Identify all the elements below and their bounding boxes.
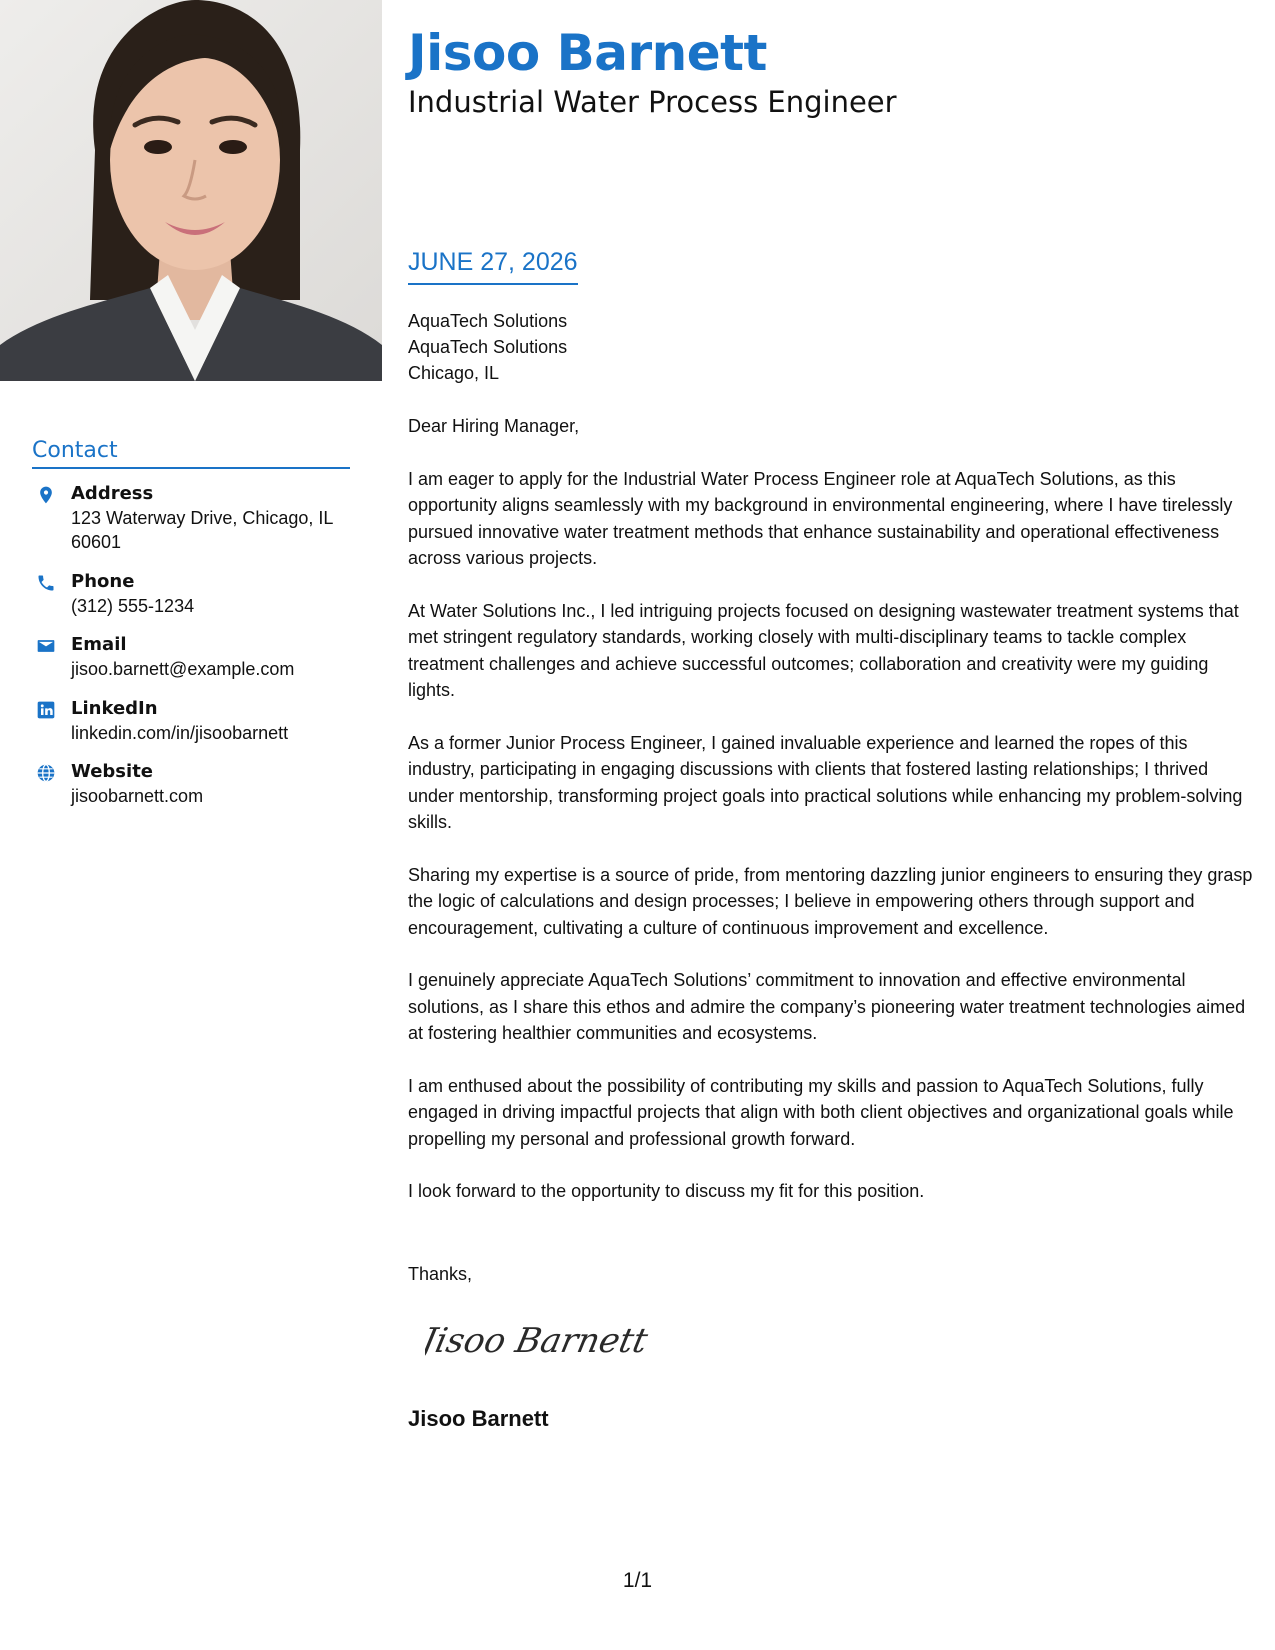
contact-label: Website (71, 761, 154, 782)
contact-website (32, 760, 352, 808)
contact-label: LinkedIn (71, 698, 158, 719)
letter-paragraph: I genuinely appreciate AquaTech Solutions’ commitment to innovation and effective environmental solutions, as I share this ethos and admire the company’s pioneering water treatment technologies aimed at fostering healthier communities and ecosystems. (408, 970, 1246, 1043)
letter-paragraph: As a former Junior Process Engineer, I gained invaluable experience and learned the ropes of this industry, participating in engaging discussions with clients that fostered lasting relationships; I thrived under mentorship, transforming project goals into practical solutions while enhancing my problem-solving skills. (408, 732, 1243, 832)
closing: Thanks, (408, 1264, 473, 1284)
contact-label: Email (71, 634, 127, 655)
portrait-illustration (0, 0, 382, 381)
contact-value: linkedin.com/in/jisoobarnett (71, 723, 289, 743)
letter-date: JUNE 27, 2026 (408, 247, 578, 285)
applicant-name: Jisoo Barnett (408, 24, 767, 82)
contact-heading: Contact (32, 437, 350, 469)
recipient-line: AquaTech Solutions (408, 311, 568, 331)
salutation: Dear Hiring Manager, (408, 416, 580, 436)
phone-icon (36, 573, 56, 593)
letter-paragraph: I am enthused about the possibility of contributing my skills and passion to AquaTech Solutions, fully engaged in driving impactful projects that align with both client objectives and organizational goals while propelling my personal and professional growth forward. (408, 1075, 1234, 1149)
contact-value: jisoobarnett.com (71, 786, 204, 806)
profile-photo (0, 0, 382, 381)
linkedin-icon (36, 700, 56, 720)
contact-value: jisoo.barnett@example.com (71, 659, 295, 679)
email-icon (36, 636, 56, 656)
page-number: 1/1 (622, 1569, 653, 1592)
contact-value: 123 Waterway Drive, Chicago, IL 60601 (71, 508, 333, 552)
contact-phone (32, 570, 352, 618)
recipient-line: Chicago, IL (408, 363, 500, 383)
contact-address (32, 482, 352, 554)
handwritten-signature (425, 1310, 655, 1375)
signature-glyphs: Jisoo Barnett (425, 1321, 652, 1361)
letter-paragraph: At Water Solutions Inc., I led intriguing projects focused on designing wastewater treatment systems that met stringent regulatory standards, working closely with multi-disciplinary teams to tackle complex treatment challenges and achieve successful outcomes; collaboration and creativity were my guiding lights. (408, 600, 1239, 700)
letter-paragraph: I am eager to apply for the Industrial Water Process Engineer role at AquaTech Solutions, as this opportunity aligns seamlessly with my background in environmental engineering, where I have tirelessly pursued innovative water treatment methods that enhance sustainability and operational effectiveness across various projects. (408, 468, 1233, 568)
letter-paragraph: Sharing my expertise is a source of pride, from mentoring dazzling junior engineers to ensuring they grasp the logic of calculations and design processes; I believe in empowering others through support and encouragement, cultivating a culture of continuous improvement and excellence. (408, 864, 1253, 938)
letter-body (408, 413, 1253, 1231)
letter-paragraph: I look forward to the opportunity to discuss my fit for this position. (408, 1181, 925, 1201)
contact-linkedin (32, 697, 352, 745)
map-pin-icon (36, 485, 56, 505)
job-title: Industrial Water Process Engineer (408, 85, 897, 119)
contact-value: (312) 555-1234 (71, 596, 195, 616)
recipient-block (408, 308, 567, 386)
contact-label: Phone (71, 571, 135, 592)
globe-icon (36, 763, 56, 783)
signature-image (425, 1310, 655, 1370)
signer-name: Jisoo Barnett (408, 1406, 549, 1431)
contact-email (32, 633, 352, 681)
contact-label: Address (71, 483, 154, 504)
recipient-line: AquaTech Solutions (408, 337, 568, 357)
